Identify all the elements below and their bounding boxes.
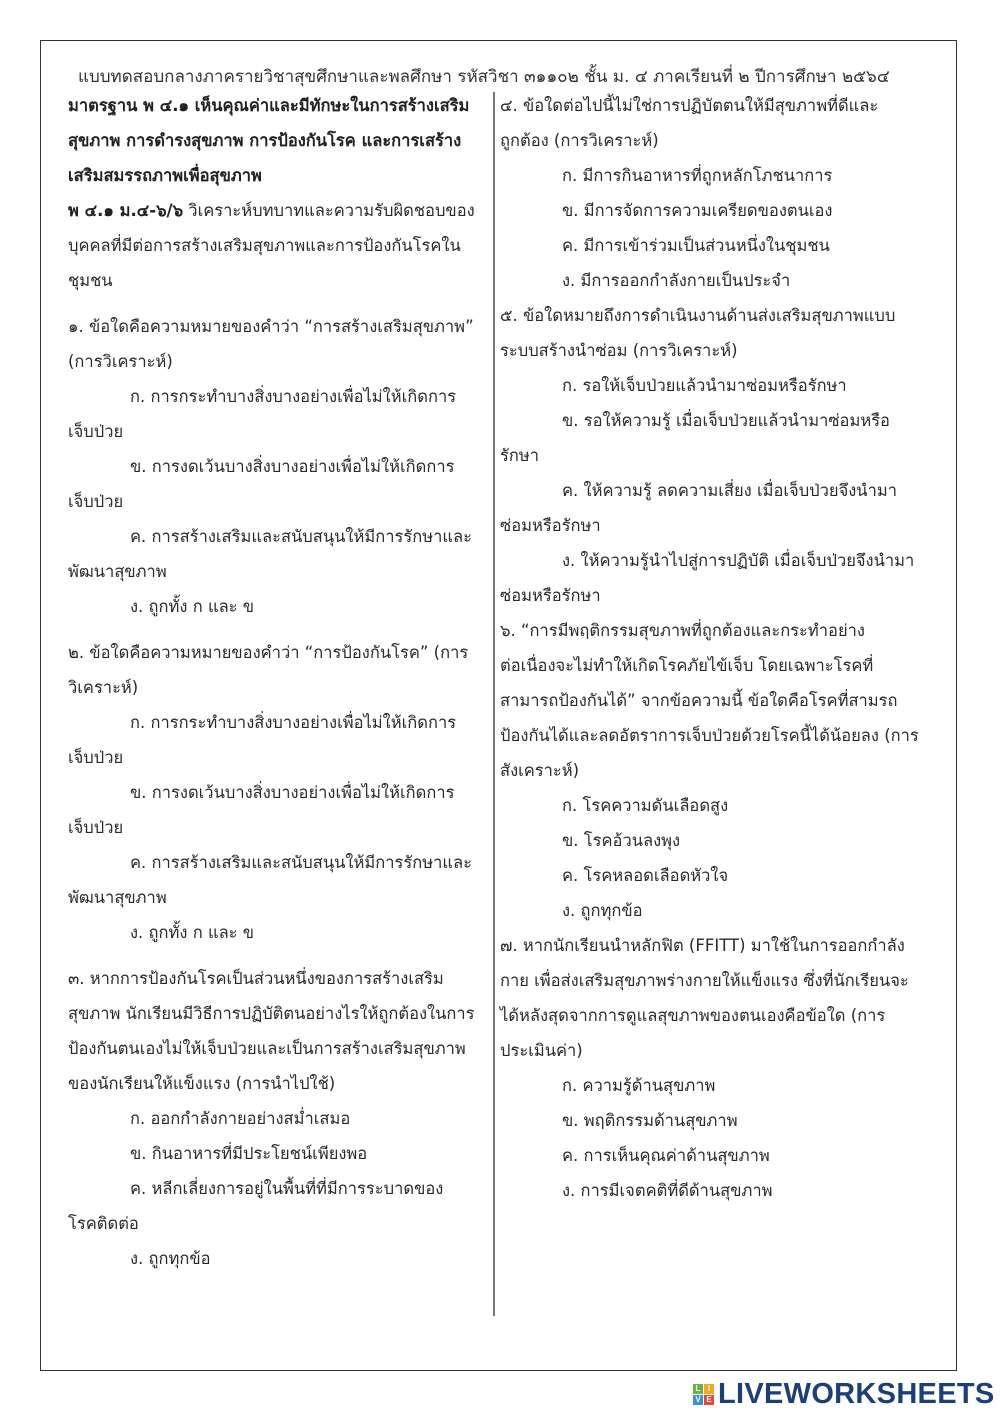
option-text: ง. ถูกทั้ง ก และ ข [130,597,255,616]
answer-option[interactable] [500,893,940,928]
question-text: ๓. หากการป้องกันโรคเป็นส่วนหนึ่งของการสร้างเสริม [68,969,444,988]
option-text: ค. ให้ความรู้ ลดความเสี่ยง เมื่อเจ็บป่วยจึงนำมา [562,481,897,500]
left-questions [68,309,488,1276]
question-2 [68,635,488,950]
option-text: เจ็บป่วย [68,818,124,837]
logo-mark-letter: E [704,1395,714,1405]
option-text: พัฒนาสุขภาพ [68,562,167,581]
question-text: ๒. ข้อใดคือความหมายของคำว่า “การป้องกันโรค” (การ [68,643,469,662]
question-text: ได้หลังสุดจากการดูแลสุขภาพของตนเองคือข้อใด (การ [500,1006,886,1025]
question-text: ถูกต้อง (การวิเคราะห์) [500,131,659,150]
option-text: ค. มีการเข้าร่วมเป็นส่วนหนึ่งในชุมชน [562,236,830,255]
question-text: สังเคราะห์) [500,761,580,780]
question-6 [500,613,940,928]
option-text: ข. รอให้ความรู้ เมื่อเจ็บป่วยแล้วนำมาซ่อมหรือ [562,411,890,430]
question-text: ประเมินค่า) [500,1041,583,1060]
indicator-text: ชุมชน [68,271,113,290]
standard-block [68,88,488,193]
option-text: ก. การกระทำบางสิ่งบางอย่างเพื่อไม่ให้เกิดการ [130,713,457,732]
standard-text: มาตรฐาน พ ๔.๑ เห็นคุณค่าและมีทักษะในการสร้างเสริม [68,96,470,115]
question-3 [68,961,488,1276]
answer-option[interactable] [68,705,488,775]
answer-option[interactable] [500,858,940,893]
answer-option[interactable] [68,449,488,519]
answer-option[interactable] [68,1136,488,1171]
answer-option[interactable] [68,915,488,950]
question-text: กาย เพื่อส่งเสริมสุขภาพร่างกายให้แข็งแรง ซึ่งที่นักเรียนจะ [500,971,909,990]
option-text: รักษา [500,446,539,465]
indicator-block [68,193,488,298]
option-text: ง. ถูกทุกข้อ [562,901,643,920]
indicator-text: วิเคราะห์บทบาทและความรับผิดชอบของ [183,201,475,220]
answer-option[interactable] [500,403,940,473]
answer-option[interactable] [68,379,488,449]
option-text: ง. ให้ความรู้นำไปสู่การปฏิบัติ เมื่อเจ็บป่วยจึงนำมา [562,551,915,570]
answer-option[interactable] [500,1173,940,1208]
question-text: (การวิเคราะห์) [68,352,173,371]
option-text: โรคติดต่อ [68,1214,139,1233]
answer-option[interactable] [68,1101,488,1136]
question-text: ๖. “การมีพฤติกรรมสุขภาพที่ถูกต้องและกระทำอย่าง [500,621,865,640]
option-text: ก. ความรู้ด้านสุขภาพ [562,1076,716,1095]
option-text: ก. รอให้เจ็บป่วยแล้วนำมาซ่อมหรือรักษา [562,376,847,395]
answer-option[interactable] [500,543,940,613]
option-text: ค. การสร้างเสริมและสนับสนุนให้มีการรักษาและ [130,527,472,546]
option-text: เจ็บป่วย [68,422,124,441]
answer-option[interactable] [500,158,940,193]
option-text: ข. โรคอ้วนลงพุง [562,831,681,850]
answer-option[interactable] [500,1138,940,1173]
indicator-code: พ ๔.๑ ม.๔-๖/๖ [68,201,184,220]
logo-text: LIVEWORKSHEETS [718,1378,995,1410]
option-text: พัฒนาสุขภาพ [68,888,167,907]
standard-text: สุขภาพ การดำรงสุขภาพ การป้องกันโรค และการเสร้าง [68,131,462,150]
option-text: ข. พฤติกรรมด้านสุขภาพ [562,1111,738,1130]
option-text: ซ่อมหรือรักษา [500,586,601,605]
answer-option[interactable] [500,263,940,298]
liveworksheets-logo [693,1378,995,1411]
option-text: ข. มีการจัดการความเครียดของตนเอง [562,201,833,220]
answer-option[interactable] [500,788,940,823]
option-text: เจ็บป่วย [68,748,124,767]
right-column [500,88,940,1208]
question-text: ป้องกันตนเองไม่ให้เจ็บป่วยและเป็นการสร้างเสริมสุขภาพ [68,1039,466,1058]
option-text: ข. การงดเว้นบางสิ่งบางอย่างเพื่อไม่ให้เกิดการ [130,783,455,802]
left-column [68,88,488,1276]
question-text: ๗. หากนักเรียนนำหลักฟิต (FFITT) มาใช้ในการออกกำลัง [500,936,905,955]
option-text: ง. การมีเจตคติที่ดีด้านสุขภาพ [562,1181,773,1200]
answer-option[interactable] [500,193,940,228]
answer-option[interactable] [500,1068,940,1103]
option-text: ค. การเห็นคุณค่าด้านสุขภาพ [562,1146,770,1165]
option-text: ซ่อมหรือรักษา [500,516,601,535]
question-1 [68,309,488,624]
question-text: สุขภาพ นักเรียนมีวิธีการปฏิบัติตนอย่างไรให้ถูกต้องในการ [68,1004,475,1023]
question-text: ๔. ข้อใดต่อไปนี้ไม่ใช่การปฏิบัตตนให้มีสุขภาพที่ดีและ [500,96,879,115]
option-text: ค. หลีกเลี่ยงการอยู่ในพื้นที่ที่มีการระบาดของ [130,1179,444,1198]
answer-option[interactable] [500,823,940,858]
option-text: ง. ถูกทั้ง ก และ ข [130,923,255,942]
option-text: ข. การงดเว้นบางสิ่งบางอย่างเพื่อไม่ให้เกิดการ [130,457,455,476]
option-text: ก. ออกกำลังกายอย่างสม่ำเสมอ [130,1109,351,1128]
right-questions [500,88,940,1208]
answer-option[interactable] [68,1241,488,1276]
question-text: ของนักเรียนให้แข็งแรง (การนำไปใช้) [68,1074,336,1093]
answer-option[interactable] [68,1171,488,1241]
question-text: ๕. ข้อใดหมายถึงการดำเนินงานด้านส่งเสริมสุขภาพแบบ [500,306,896,325]
answer-option[interactable] [500,368,940,403]
question-4 [500,88,940,298]
logo-mark-icon [693,1384,714,1405]
answer-option[interactable] [68,775,488,845]
logo-mark-letter: I [704,1384,714,1394]
option-text: ง. ถูกทุกข้อ [130,1249,211,1268]
option-text: ก. การกระทำบางสิ่งบางอย่างเพื่อไม่ให้เกิดการ [130,387,457,406]
answer-option[interactable] [500,1103,940,1138]
answer-option[interactable] [68,519,488,589]
option-text: ค. โรคหลอดเลือดหัวใจ [562,866,729,885]
option-text: ก. โรคความดันเลือดสูง [562,796,729,815]
indicator-text: บุคคลที่มีต่อการสร้างเสริมสุขภาพและการป้องกันโรคใน [68,236,461,255]
option-text: ง. มีการออกกำลังกายเป็นประจำ [562,271,791,290]
question-text: ระบบสร้างนำซ่อม (การวิเคราะห์) [500,341,738,360]
question-text: ต่อเนื่องจะไม่ทำให้เกิดโรคภัยไข้เจ็บ โดยเฉพาะโรคที่ [500,656,874,675]
option-text: ค. การสร้างเสริมและสนับสนุนให้มีการรักษาและ [130,853,472,872]
question-text: ป้องกันได้และลดอัตราการเจ็บป่วยด้วยโรคนี้ได้น้อยลง (การ [500,726,919,745]
option-text: ข. กินอาหารที่มีประโยชน์เพียงพอ [130,1144,368,1163]
option-text: เจ็บป่วย [68,492,124,511]
answer-option[interactable] [500,473,940,543]
standard-text: เสริมสมรรถภาพเพื่อสุขภาพ [68,166,262,185]
answer-option[interactable] [500,228,940,263]
question-text: ๑. ข้อใดคือความหมายของคำว่า “การสร้างเสริมสุขภาพ” [68,317,474,336]
answer-option[interactable] [68,589,488,624]
answer-option[interactable] [68,845,488,915]
worksheet-header: แบบทดสอบกลางภาครายวิชาสุขศึกษาและพลศึกษา รหัสวิชา ๓๑๑๐๒ ชั้น ม. ๔ ภาคเรียนที่ ๒ ปีการศึกษา ๒๕๖๔ [78,67,890,87]
option-text: ก. มีการกินอาหารที่ถูกหลักโภชนาการ [562,166,833,185]
question-text: สามารถป้องกันได้” จากข้อความนี้ ข้อใดคือโรคที่สามรถ [500,691,898,710]
column-divider [493,92,495,1316]
question-7 [500,928,940,1208]
logo-mark-letter: V [693,1395,703,1405]
question-text: วิเคราะห์) [68,678,139,697]
logo-mark-letter: L [693,1384,703,1394]
question-5 [500,298,940,613]
